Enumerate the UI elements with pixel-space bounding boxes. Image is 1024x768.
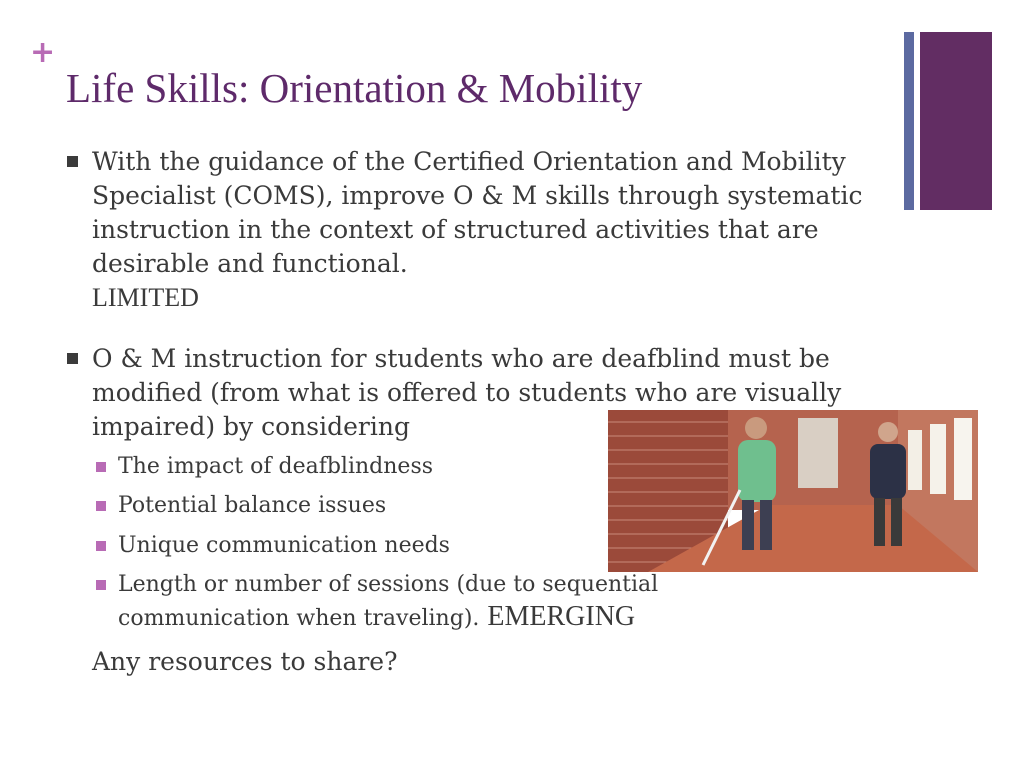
sub-bullet-square-icon <box>96 501 106 511</box>
bullet-guidance <box>92 145 882 315</box>
sub-bullet-text: Unique communication needs <box>118 533 450 558</box>
status-tag-emerging: EMERGING <box>487 601 636 632</box>
bullet-text: O & M instruction for students who are deafblind must be modified (from what is offered to students who are visually impaired) by considering <box>92 344 842 441</box>
sub-bullet-text: The impact of deafblindness <box>118 454 434 479</box>
sub-bullet-text: Potential balance issues <box>118 493 387 518</box>
photo-illustration <box>608 410 978 572</box>
plus-mark: + <box>30 35 56 70</box>
sub-bullet-item <box>118 569 778 635</box>
accent-bar-wide <box>920 32 992 210</box>
sub-bullet-square-icon <box>96 541 106 551</box>
sub-bullet-square-icon <box>96 580 106 590</box>
slide-title: Life Skills: Orientation & Mobility <box>66 65 643 111</box>
closing-question: Any resources to share? <box>92 647 398 676</box>
sub-bullet-square-icon <box>96 462 106 472</box>
photo-students-walking <box>608 410 978 572</box>
bullet-text: With the guidance of the Certified Orientation and Mobility Specialist (COMS), improve O & M skills through systematic instruction in the context of structured activities that are desirable and functional. <box>92 147 863 278</box>
status-tag-limited: LIMITED <box>92 283 199 312</box>
accent-bar-thin <box>904 32 914 210</box>
sub-bullet-text: Length or number of sessions (due to sequential communication when traveling). <box>118 572 659 631</box>
bullet-square-icon <box>67 353 78 364</box>
bullet-square-icon <box>67 156 78 167</box>
